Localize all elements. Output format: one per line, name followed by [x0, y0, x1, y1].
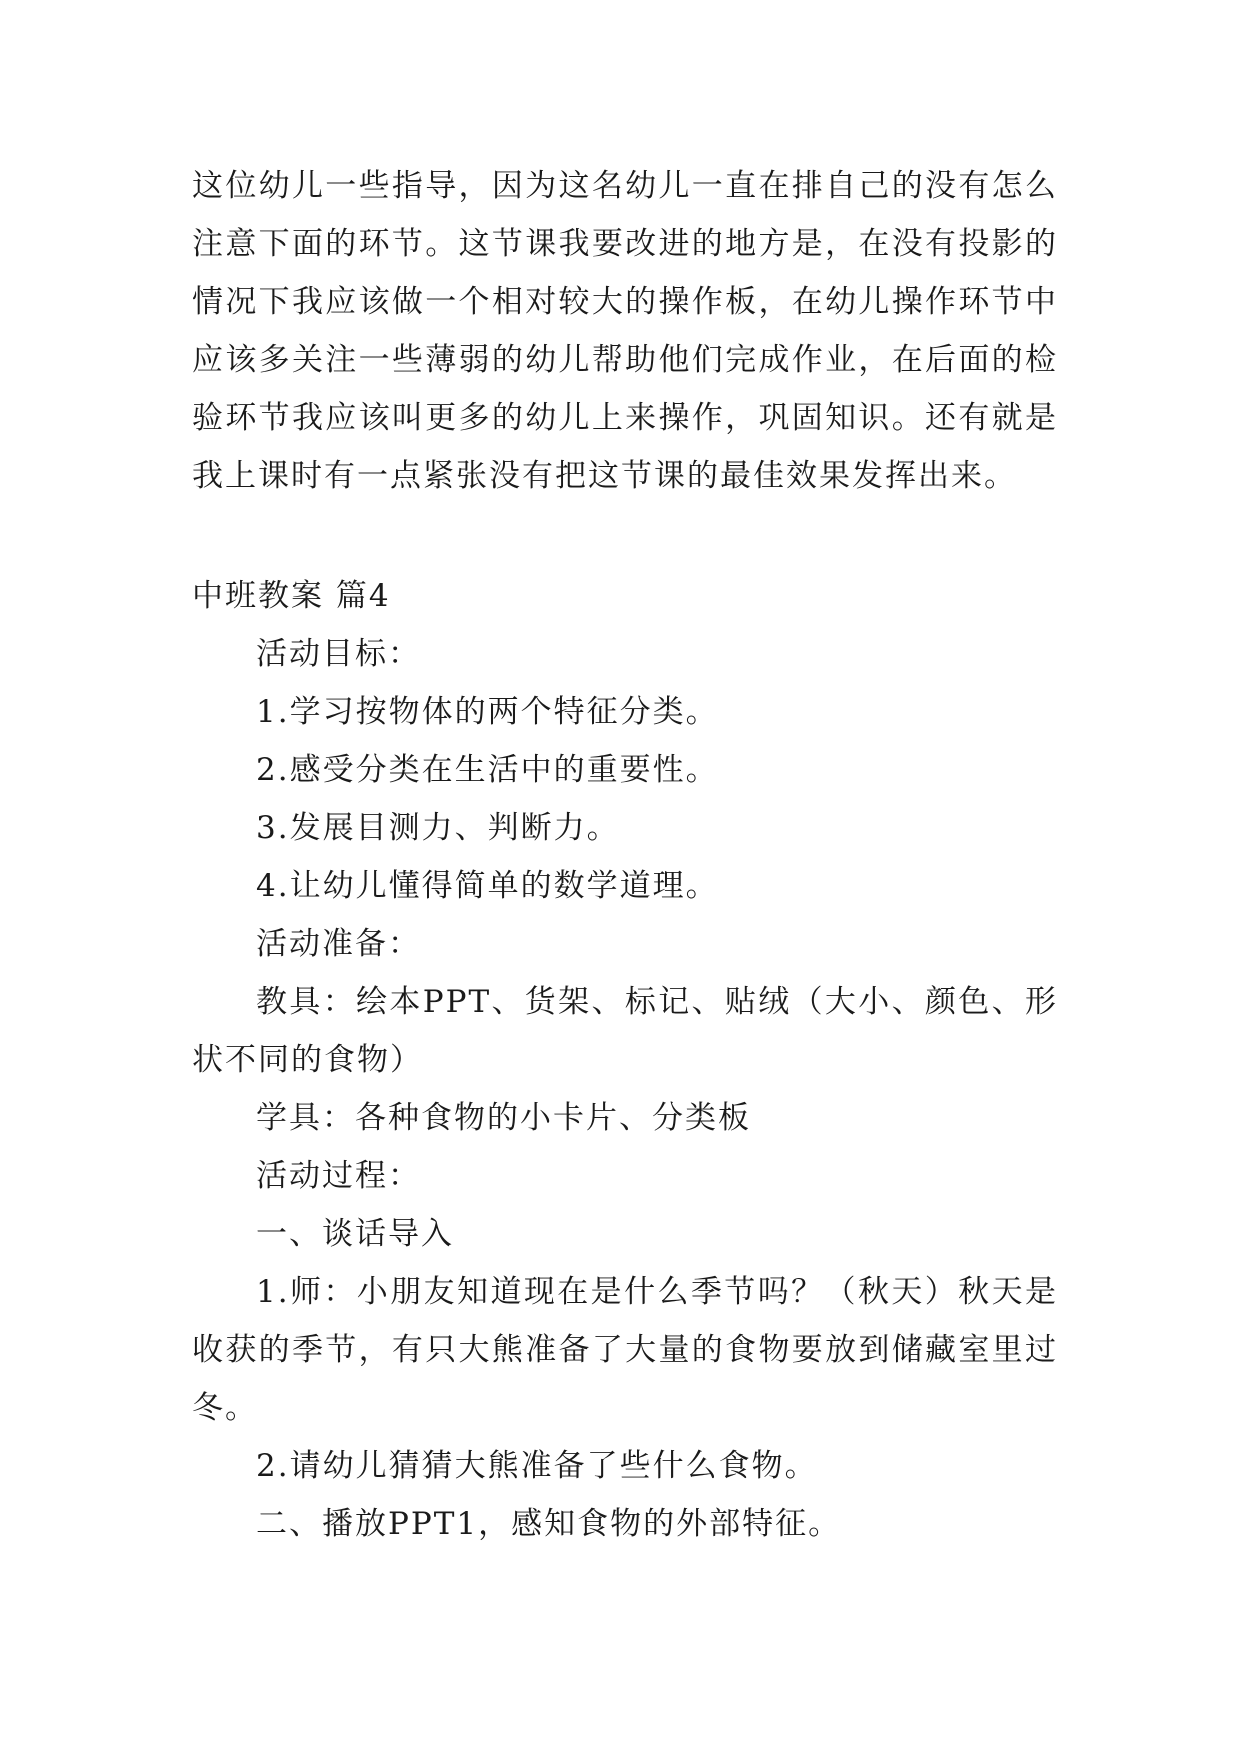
goal-item: 1.学习按物体的两个特征分类。	[256, 694, 719, 730]
goal-item: 3.发展目测力、判断力。	[256, 810, 620, 846]
goal-item: 2.感受分类在生活中的重要性。	[256, 752, 719, 788]
step1-question-line: 1.师：小朋友知道现在是什么季节吗？（秋天）秋天是	[256, 1274, 1058, 1310]
goals-heading: 活动目标：	[256, 636, 421, 672]
lesson-plan-section	[192, 567, 1058, 1553]
step1-question-line: 冬。	[192, 1390, 258, 1426]
section-title: 中班教案 篇4	[192, 578, 391, 614]
paragraph-line: 这位幼儿一些指导，因为这名幼儿一直在排自己的没有怎么	[192, 168, 1058, 204]
paragraph-line: 注意下面的环节。这节课我要改进的地方是，在没有投影的	[192, 226, 1058, 262]
prep-heading: 活动准备：	[256, 926, 421, 962]
paragraph-line: 我上课时有一点紧张没有把这节课的最佳效果发挥出来。	[192, 458, 1017, 494]
reflection-paragraph	[192, 157, 1058, 505]
paragraph-line: 情况下我应该做一个相对较大的操作板，在幼儿操作环节中	[192, 284, 1058, 320]
process-heading: 活动过程：	[256, 1158, 421, 1194]
step1-question-2: 2.请幼儿猜猜大熊准备了些什么食物。	[256, 1448, 818, 1484]
teaching-aids-line: 状不同的食物）	[192, 1042, 423, 1078]
step1-heading: 一、谈话导入	[256, 1216, 454, 1252]
step1-question-line: 收获的季节，有只大熊准备了大量的食物要放到储藏室里过	[192, 1332, 1058, 1368]
teaching-aids-line: 教具：绘本PPT、货架、标记、贴绒（大小、颜色、形	[256, 984, 1058, 1020]
learning-aids: 学具：各种食物的小卡片、分类板	[256, 1100, 751, 1136]
step2-heading: 二、播放PPT1，感知食物的外部特征。	[256, 1506, 842, 1542]
goal-item: 4.让幼儿懂得简单的数学道理。	[256, 868, 719, 904]
paragraph-line: 应该多关注一些薄弱的幼儿帮助他们完成作业，在后面的检	[192, 342, 1058, 378]
paragraph-line: 验环节我应该叫更多的幼儿上来操作，巩固知识。还有就是	[192, 400, 1058, 436]
